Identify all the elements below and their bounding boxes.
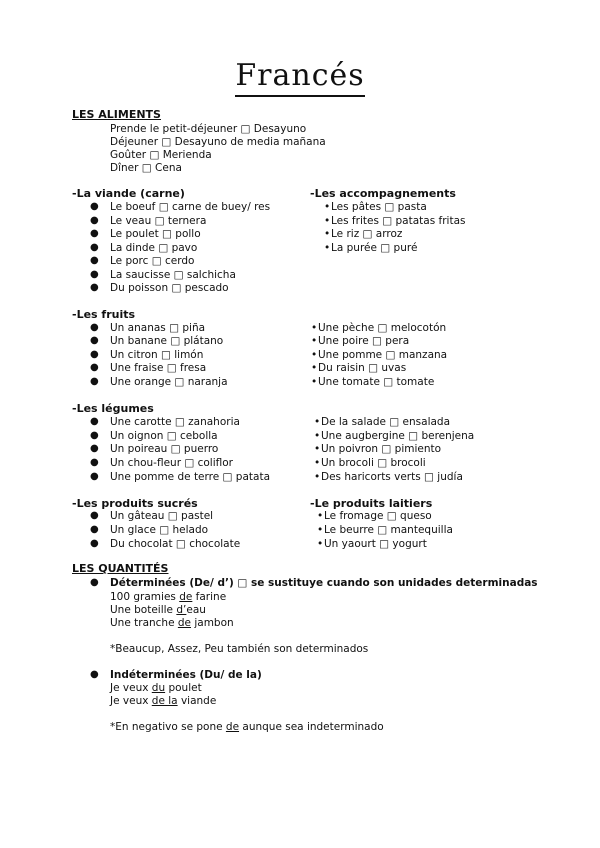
list-item: Le fromage □ queso (324, 510, 432, 522)
bullet: ● (90, 457, 99, 468)
list-item: Un oignon □ cebolla (110, 430, 218, 442)
bullet: ● (90, 430, 99, 441)
list-item: Un citron □ limón (110, 349, 204, 361)
indeterminees-label: Indéterminées (Du/ de la) (110, 669, 262, 681)
list-item: Un yaourt □ yogurt (324, 538, 427, 550)
bullet: • (324, 215, 331, 227)
list-item: Du raisin □ uvas (318, 362, 407, 374)
example-line (110, 695, 216, 707)
list-item: Un chou-fleur □ coliflor (110, 457, 234, 469)
list-item: Du poisson □ pescado (110, 282, 229, 294)
bullet: ● (90, 376, 99, 387)
bullet: • (311, 335, 318, 347)
list-item: Un gâteau □ pastel (110, 510, 214, 522)
bullet: ● (90, 471, 99, 482)
bullet: ● (90, 538, 99, 549)
bullet: ● (90, 510, 99, 521)
subheading-laitiers: -Le produits laitiers (310, 497, 433, 510)
example-text: poulet (165, 682, 202, 694)
list-item: Une orange □ naranja (110, 376, 228, 388)
bullet: • (311, 376, 318, 388)
list-item: Une poire □ pera (318, 335, 410, 347)
determinees-label: Déterminées (De/ d’) □ se sustituye cuando son unidades determinadas (110, 577, 538, 589)
list-item: Un glace □ helado (110, 524, 209, 536)
example-line (110, 591, 226, 603)
bullet: • (324, 228, 331, 240)
article-underline: du (151, 682, 166, 694)
list-item: Un poireau □ puerro (110, 443, 219, 455)
article-underline: d’ (176, 604, 187, 616)
meal-line: Goûter □ Merienda (110, 149, 212, 161)
list-item: De la salade □ ensalada (321, 416, 451, 428)
subheading-viande: -La viande (carne) (72, 187, 185, 200)
example-text: farine (192, 591, 227, 603)
section-heading-aliments: LES ALIMENTS (72, 108, 161, 121)
list-item: Du chocolat □ chocolate (110, 538, 241, 550)
example-text: Je veux (110, 682, 152, 694)
list-item: Une pomme de terre □ patata (110, 471, 270, 483)
list-item: La dinde □ pavo (110, 242, 198, 254)
subheading-fruits: -Les fruits (72, 308, 136, 321)
meal-line: Dîner □ Cena (110, 162, 182, 174)
bullet: • (314, 416, 321, 428)
bullet: ● (90, 443, 99, 454)
bullet: ● (90, 215, 99, 226)
example-text: 100 gramies (110, 591, 180, 603)
bullet: • (311, 349, 318, 361)
bullet: ● (90, 349, 99, 360)
bullet: ● (90, 269, 99, 280)
bullet: • (317, 510, 324, 522)
example-text: Une boteille (110, 604, 177, 616)
list-item: Un brocoli □ brocoli (321, 457, 426, 469)
note (110, 721, 384, 733)
list-item: Le veau □ ternera (110, 215, 207, 227)
bullet: ● (90, 255, 99, 266)
bullet: • (317, 538, 324, 550)
example-text: viande (177, 695, 217, 707)
list-item: Une fraise □ fresa (110, 362, 207, 374)
bullet: ● (90, 282, 99, 293)
bullet: • (314, 457, 321, 469)
bullet: ● (90, 228, 99, 239)
page-title: Francés (0, 58, 600, 93)
bullet: • (314, 471, 321, 483)
bullet: • (311, 362, 318, 374)
list-item: Le beurre □ mantequilla (324, 524, 453, 536)
note: *Beaucup, Assez, Peu también son determinados (110, 643, 369, 655)
example-text: Une tranche (110, 617, 178, 629)
list-item: Un poivron □ pimiento (321, 443, 442, 455)
list-item: Le porc □ cerdo (110, 255, 195, 267)
bullet: ● (90, 669, 99, 680)
bullet: • (317, 524, 324, 536)
bullet: • (311, 322, 318, 334)
note-text: *En negativo se pone (110, 721, 226, 733)
subheading-legumes: -Les légumes (72, 402, 154, 415)
article-underline: de (225, 721, 240, 733)
example-line (110, 604, 206, 616)
bullet: ● (90, 201, 99, 212)
article-underline: de (177, 617, 192, 629)
list-item: Un banane □ plátano (110, 335, 224, 347)
list-item: Un ananas □ piña (110, 322, 206, 334)
bullet: ● (90, 335, 99, 346)
list-item: Une carotte □ zanahoria (110, 416, 240, 428)
list-item: Les frites □ patatas fritas (331, 215, 466, 227)
meal-line: Déjeuner □ Desayuno de media mañana (110, 136, 326, 148)
bullet: ● (90, 524, 99, 535)
example-text: eau (186, 604, 206, 616)
subheading-accompagnements: -Les accompagnements (310, 187, 456, 200)
note-text: aunque sea indeterminado (239, 721, 384, 733)
list-item: Les pâtes □ pasta (331, 201, 427, 213)
example-text: Je veux (110, 695, 152, 707)
list-item: Une tomate □ tomate (318, 376, 435, 388)
example-line (110, 617, 234, 629)
bullet: ● (90, 322, 99, 333)
list-item: Une pèche □ melocotón (318, 322, 447, 334)
bullet: • (324, 242, 331, 254)
article-underline: de la (151, 695, 178, 707)
article-underline: de (179, 591, 193, 603)
list-item: La saucisse □ salchicha (110, 269, 236, 281)
bullet: • (314, 430, 321, 442)
bullet: • (324, 201, 331, 213)
list-item: Une pomme □ manzana (318, 349, 448, 361)
list-item: Le boeuf □ carne de buey/ res (110, 201, 271, 213)
subheading-sucres: -Les produits sucrés (72, 497, 198, 510)
list-item: Le poulet □ pollo (110, 228, 201, 240)
meal-line: Prende le petit-déjeuner □ Desayuno (110, 123, 307, 135)
list-item: Le riz □ arroz (331, 228, 403, 240)
bullet: ● (90, 577, 99, 588)
example-text: jambon (191, 617, 234, 629)
bullet: ● (90, 416, 99, 427)
list-item: Une augbergine □ berenjena (321, 430, 475, 442)
bullet: ● (90, 242, 99, 253)
example-line (110, 682, 202, 694)
section-heading-quantites: LES QUANTITÉS (72, 562, 169, 575)
list-item: La purée □ puré (331, 242, 418, 254)
bullet: • (314, 443, 321, 455)
bullet: ● (90, 362, 99, 373)
list-item: Des haricorts verts □ judía (321, 471, 463, 483)
